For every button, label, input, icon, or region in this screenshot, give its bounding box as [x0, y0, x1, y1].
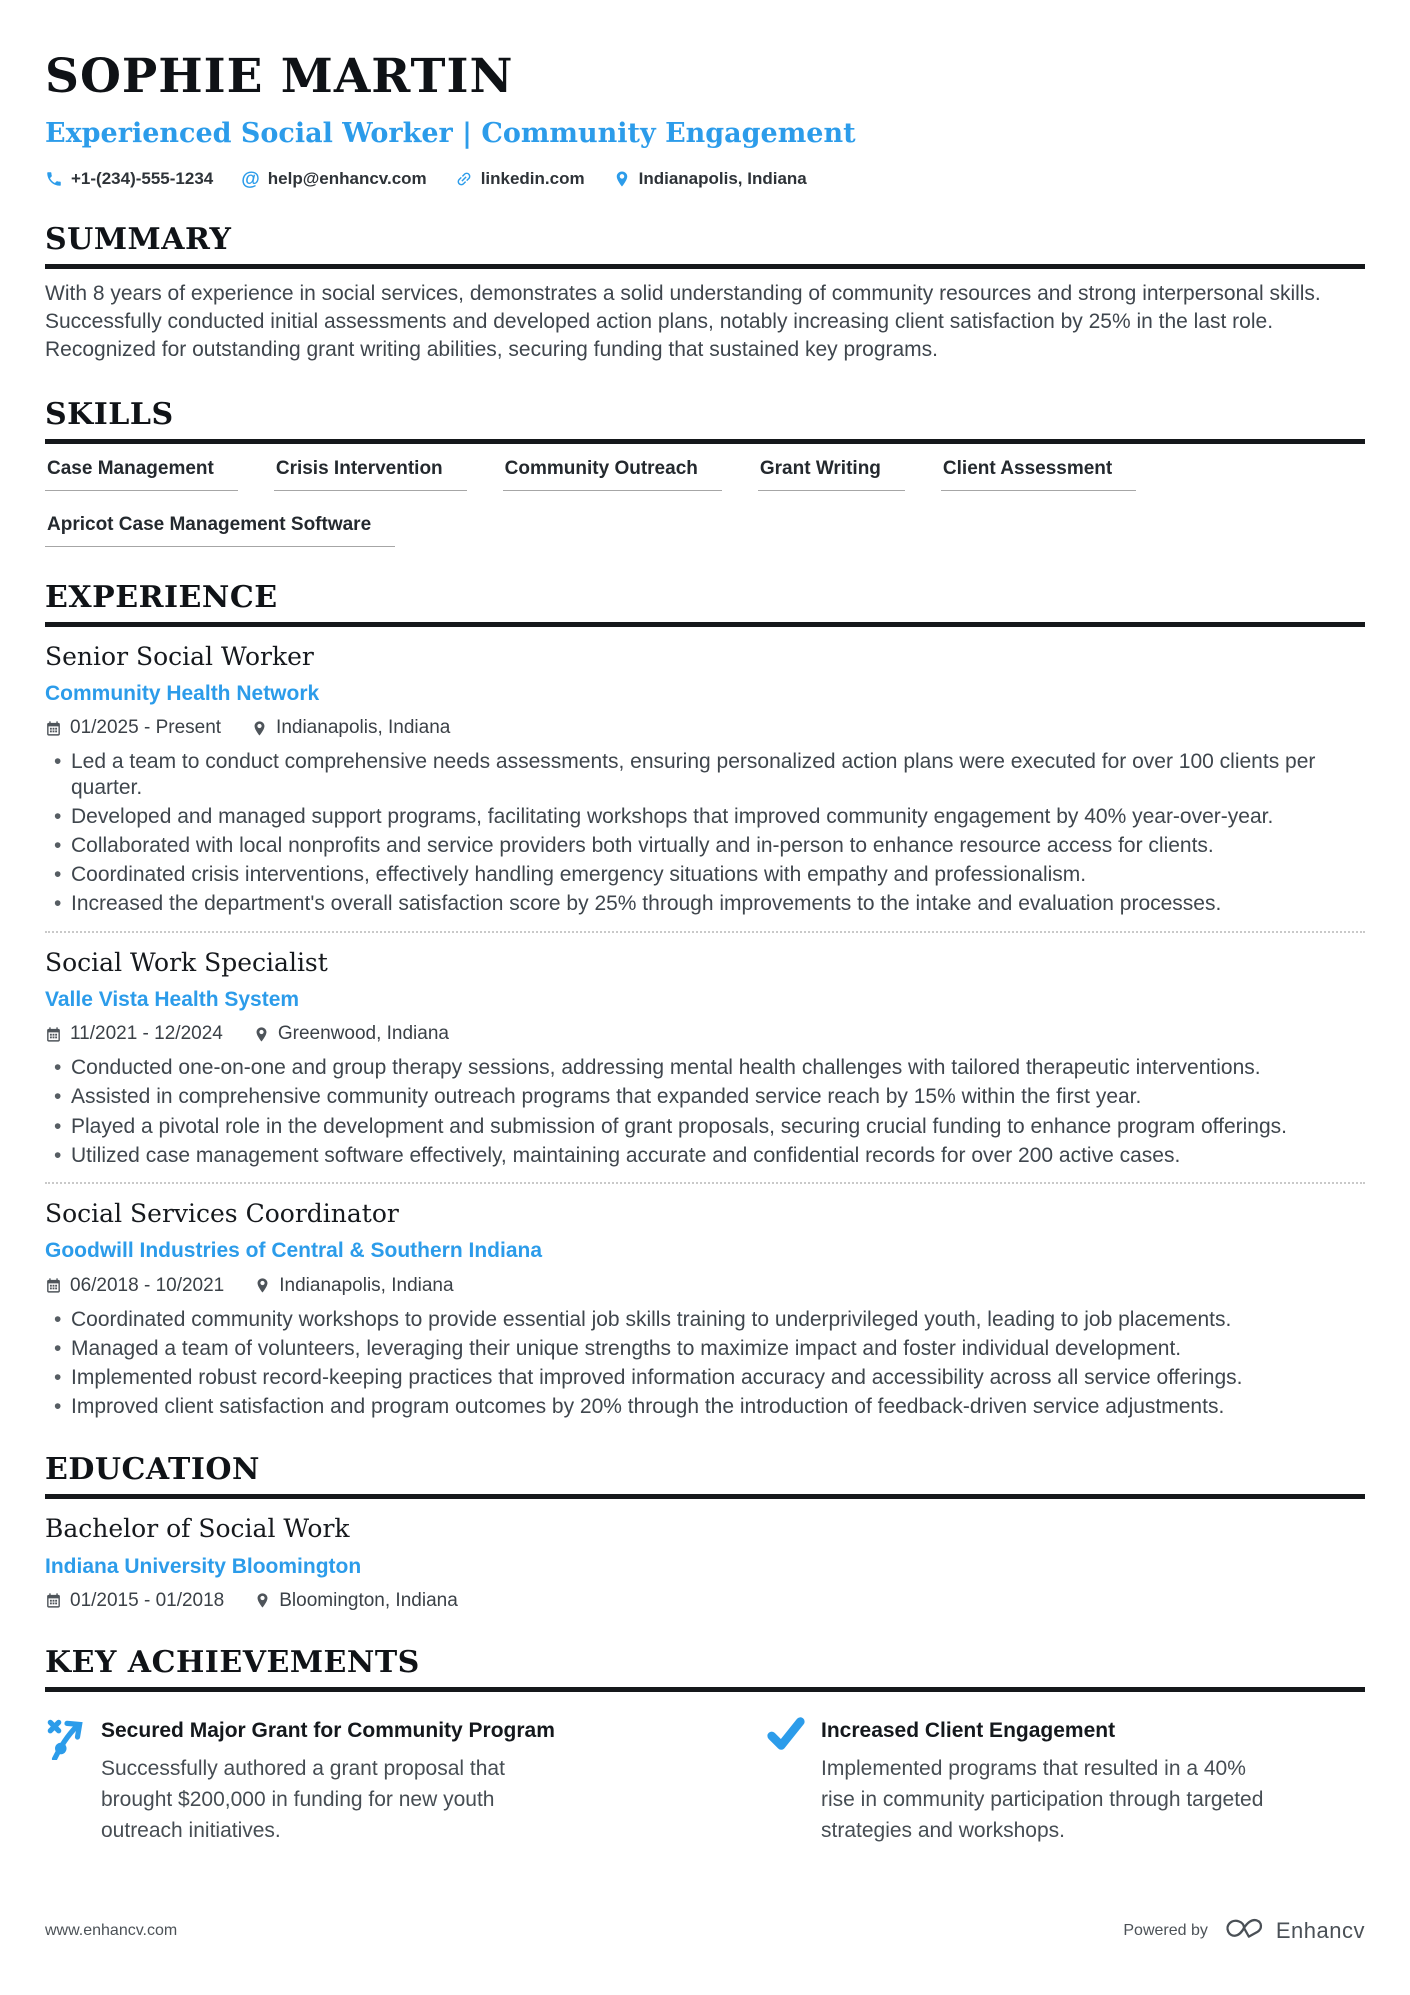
link-icon: [455, 170, 473, 188]
job-bullet: • Developed and managed support programs, facilitating workshops that improved community engagement by 40% year-over-year.: [45, 804, 1365, 829]
experience-heading: EXPERIENCE: [45, 583, 1365, 627]
experience-entry: [45, 1200, 1365, 1419]
contact-email-text: help@enhancv.com: [267, 169, 427, 189]
section-education: [45, 1452, 1365, 1612]
job-dates-text: 06/2018 - 10/2021: [70, 1274, 225, 1296]
job-bullet: • Utilized case management software effectively, maintaining accurate and confidential records for over 200 active cases.: [45, 1143, 1365, 1168]
achievement-title: Secured Major Grant for Community Program: [101, 1718, 555, 1742]
pin-icon: [251, 720, 268, 737]
job-bullet: • Played a pivotal role in the development and submission of grant proposals, securing crucial funding to enhance program offerings.: [45, 1114, 1365, 1139]
calendar-icon: [45, 1026, 62, 1043]
pin-icon: [254, 1592, 271, 1609]
contact-linkedin-text: linkedin.com: [480, 169, 585, 189]
education-location: [254, 1590, 458, 1612]
powered-by-group: [1123, 1914, 1365, 1947]
job-meta-row: [45, 717, 1365, 739]
job-meta-row: [45, 1275, 1365, 1297]
job-bullets: [45, 1055, 1365, 1168]
at-icon: @: [241, 168, 260, 190]
entry-divider: [45, 931, 1365, 933]
education-entry: [45, 1515, 1365, 1612]
education-dates: [45, 1590, 224, 1612]
job-company: Community Health Network: [45, 682, 320, 706]
education-meta-row: [45, 1590, 1365, 1612]
job-company: Goodwill Industries of Central & Southern Indiana: [45, 1239, 543, 1263]
experience-entry: [45, 949, 1365, 1168]
enhancv-brand: [1222, 1914, 1365, 1947]
calendar-icon: [45, 1277, 62, 1294]
enhancv-logo-icon: [1222, 1914, 1268, 1947]
job-bullet: • Collaborated with local nonprofits and service providers both virtually and in-person to enhance resource access for clients.: [45, 833, 1365, 858]
strategy-icon: [45, 1714, 87, 1765]
achievement-title: Increased Client Engagement: [821, 1718, 1116, 1742]
contact-linkedin[interactable]: [455, 169, 585, 189]
job-location: [254, 1275, 453, 1297]
job-bullet: • Coordinated community workshops to provide essential job skills training to underprivileged youth, leading to job placements.: [45, 1307, 1365, 1332]
section-experience: [45, 579, 1365, 1419]
achievement-text: Implemented programs that resulted in a 40% rise in community participation through targeted strategies and workshops.: [821, 1757, 1264, 1843]
skill-tag: Grant Writing: [758, 459, 905, 491]
job-bullet: • Coordinated crisis interventions, effectively handling emergency situations with empathy and professionalism.: [45, 862, 1365, 887]
job-title: Senior Social Worker: [45, 641, 314, 671]
skills-list: [45, 459, 1365, 547]
skill-tag: Crisis Intervention: [274, 459, 467, 491]
contact-row: [45, 169, 1365, 189]
section-skills: [45, 396, 1365, 547]
job-bullet: • Implemented robust record-keeping practices that improved information accuracy and accessibility across all service offerings.: [45, 1365, 1365, 1390]
calendar-icon: [45, 1592, 62, 1609]
summary-heading: SUMMARY: [45, 225, 1365, 269]
degree-title: Bachelor of Social Work: [45, 1514, 350, 1544]
job-bullet: • Led a team to conduct comprehensive needs assessments, ensuring personalized action plans were executed for over 100 clients per quarter.: [45, 749, 1365, 799]
page-footer: [45, 1914, 1365, 1947]
job-dates: [45, 1275, 224, 1297]
enhancv-brand-name: Enhancv: [1275, 1917, 1365, 1943]
job-location-text: Greenwood, Indiana: [277, 1023, 449, 1045]
skill-tag: Community Outreach: [503, 459, 722, 491]
job-dates: [45, 1023, 223, 1045]
contact-email[interactable]: [241, 169, 426, 189]
candidate-job-title: Experienced Social Worker | Community Engagement: [45, 118, 856, 150]
section-summary: [45, 222, 1365, 364]
job-title: Social Work Specialist: [45, 947, 328, 977]
job-dates-text: 11/2021 - 12/2024: [70, 1023, 223, 1045]
contact-phone[interactable]: [45, 169, 213, 189]
pin-icon: [254, 1277, 271, 1294]
education-dates-text: 01/2015 - 01/2018: [70, 1589, 225, 1611]
job-bullets: [45, 749, 1365, 916]
job-bullet: • Managed a team of volunteers, leveraging their unique strengths to maximize impact and foster individual development.: [45, 1336, 1365, 1361]
resume-header: [45, 50, 1365, 189]
summary-text: With 8 years of experience in social services, demonstrates a solid understanding of community resources and strong interpersonal skills. Successfully conducted initial assessments and developed action plans, notably increasing client satisfaction by 25% in the last role. Recognized for outstanding grant writing abilities, securing funding that sustained key programs.: [45, 282, 1321, 361]
achievements-heading: KEY ACHIEVEMENTS: [45, 1648, 1365, 1692]
job-bullet: • Improved client satisfaction and program outcomes by 20% through the introduction of feedback-driven service adjustments.: [45, 1394, 1365, 1419]
achievement-body: [821, 1714, 1283, 1846]
skill-tag: Case Management: [45, 459, 238, 491]
achievement-text: Successfully authored a grant proposal that brought $200,000 in funding for new youth outreach initiatives.: [101, 1757, 505, 1843]
section-achievements: [45, 1644, 1365, 1846]
job-meta-row: [45, 1023, 1365, 1045]
experience-entry: [45, 643, 1365, 917]
job-dates-text: 01/2025 - Present: [70, 717, 222, 739]
job-company: Valle Vista Health System: [45, 988, 300, 1012]
calendar-icon: [45, 720, 62, 737]
pin-icon: [253, 1026, 270, 1043]
entry-divider: [45, 1182, 1365, 1184]
education-heading: EDUCATION: [45, 1455, 1365, 1499]
skills-heading: SKILLS: [45, 400, 1365, 444]
job-location: [251, 717, 450, 739]
job-bullet: • Increased the department's overall satisfaction score by 25% through improvements to the intake and evaluation processes.: [45, 891, 1365, 916]
skill-tag: Client Assessment: [941, 459, 1136, 491]
achievements-grid: [45, 1714, 1365, 1846]
skill-tag: Apricot Case Management Software: [45, 515, 395, 547]
achievement-item: [45, 1714, 645, 1846]
job-dates: [45, 717, 221, 739]
job-title: Social Services Coordinator: [45, 1198, 399, 1228]
candidate-name: SOPHIE MARTIN: [45, 49, 514, 104]
achievement-body: [101, 1714, 563, 1846]
contact-phone-text: +1-(234)-555-1234: [71, 169, 214, 189]
phone-icon: [45, 170, 63, 188]
job-bullet: • Conducted one-on-one and group therapy sessions, addressing mental health challenges with tailored therapeutic interventions.: [45, 1055, 1365, 1080]
contact-location-text: Indianapolis, Indiana: [638, 169, 807, 189]
powered-by-label: Powered by: [1123, 1921, 1208, 1939]
job-bullets: [45, 1307, 1365, 1420]
education-location-text: Bloomington, Indiana: [279, 1589, 458, 1611]
location-icon: [613, 170, 631, 188]
job-location-text: Indianapolis, Indiana: [279, 1274, 454, 1296]
check-icon: [765, 1714, 807, 1759]
footer-site-link[interactable]: www.enhancv.com: [45, 1921, 178, 1939]
school-name: Indiana University Bloomington: [45, 1554, 362, 1578]
job-location-text: Indianapolis, Indiana: [276, 717, 451, 739]
contact-location: [613, 169, 807, 189]
job-bullet: • Assisted in comprehensive community outreach programs that expanded service reach by 15% within the first year.: [45, 1084, 1365, 1109]
job-location: [253, 1023, 449, 1045]
achievement-item: [765, 1714, 1365, 1846]
